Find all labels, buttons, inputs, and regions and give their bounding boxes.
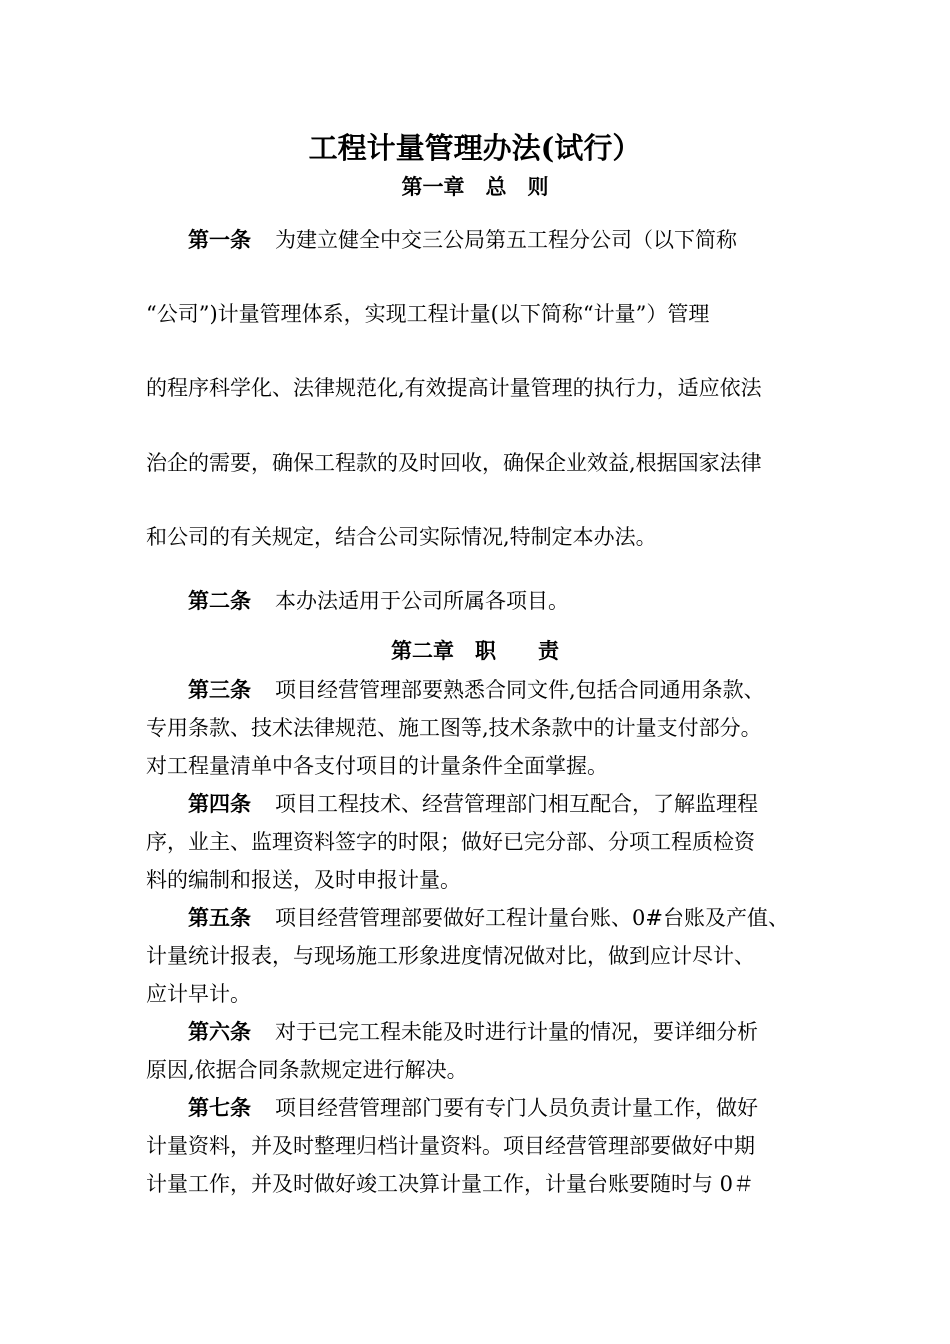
article-4-line-1: 第四条 项目工程技术、经营管理部门相互配合，了解监理程 (188, 791, 758, 816)
article-4-line-2: 序，业主、监理资料签字的时限；做好已完分部、分项工程质检资 (146, 830, 755, 854)
chapter-1-heading: 第一章 总 则 (401, 174, 549, 199)
article-5-label: 第五条 (188, 905, 251, 930)
article-4-label: 第四条 (188, 791, 251, 816)
article-1-line-2: “公司”)计量管理体系，实现工程计量(以下简称“计量”）管理 (146, 302, 710, 326)
article-6-label: 第六条 (188, 1019, 251, 1044)
article-6-line-1: 第六条 对于已完工程未能及时进行计量的情况，要详细分析 (188, 1019, 758, 1044)
article-3-line-3: 对工程量清单中各支付项目的计量条件全面掌握。 (146, 754, 608, 778)
article-3-line-1: 第三条 项目经营管理部要熟悉合同文件,包括合同通用条款、 (188, 677, 765, 702)
article-7-label: 第七条 (188, 1095, 251, 1120)
article-2-label: 第二条 (188, 588, 251, 613)
article-1-line-5: 和公司的有关规定，结合公司实际情况,特制定本办法。 (146, 525, 657, 549)
article-1-line-3: 的程序科学化、法律规范化,有效提高计量管理的执行力，适应依法 (146, 376, 762, 400)
article-1-line-4: 治企的需要，确保工程款的及时回收，确保企业效益,根据国家法律 (146, 451, 762, 475)
article-7-line-1: 第七条 项目经营管理部门要有专门人员负责计量工作，做好 (188, 1095, 758, 1120)
chapter-2-heading: 第二章 职 责 (391, 638, 559, 663)
article-1-label: 第一条 (188, 227, 251, 252)
article-3-label: 第三条 (188, 677, 251, 702)
article-5-line-1: 第五条 项目经营管理部要做好工程计量台账、0#台账及产值、 (188, 905, 789, 930)
article-6-line-2: 原因,依据合同条款规定进行解决。 (146, 1058, 468, 1082)
article-5-line-2: 计量统计报表，与现场施工形象进度情况做对比，做到应计尽计、 (146, 944, 755, 968)
article-7-line-2: 计量资料，并及时整理归档计量资料。项目经营管理部要做好中期 (146, 1134, 755, 1158)
document-title: 工程计量管理办法(试行） (308, 131, 642, 165)
article-1-line-1: 第一条 为建立健全中交三公局第五工程分公司（以下简称 (188, 227, 737, 252)
article-7-line-3: 计量工作，并及时做好竣工决算计量工作，计量台账要随时与 0＃ (146, 1172, 755, 1196)
article-4-line-3: 料的编制和报送，及时申报计量。 (146, 868, 461, 892)
article-5-line-3: 应计早计。 (146, 982, 251, 1006)
article-3-line-2: 专用条款、技术法律规范、施工图等,技术条款中的计量支付部分。 (146, 716, 762, 740)
article-2-line-1: 第二条 本办法适用于公司所属各项目。 (188, 588, 569, 613)
